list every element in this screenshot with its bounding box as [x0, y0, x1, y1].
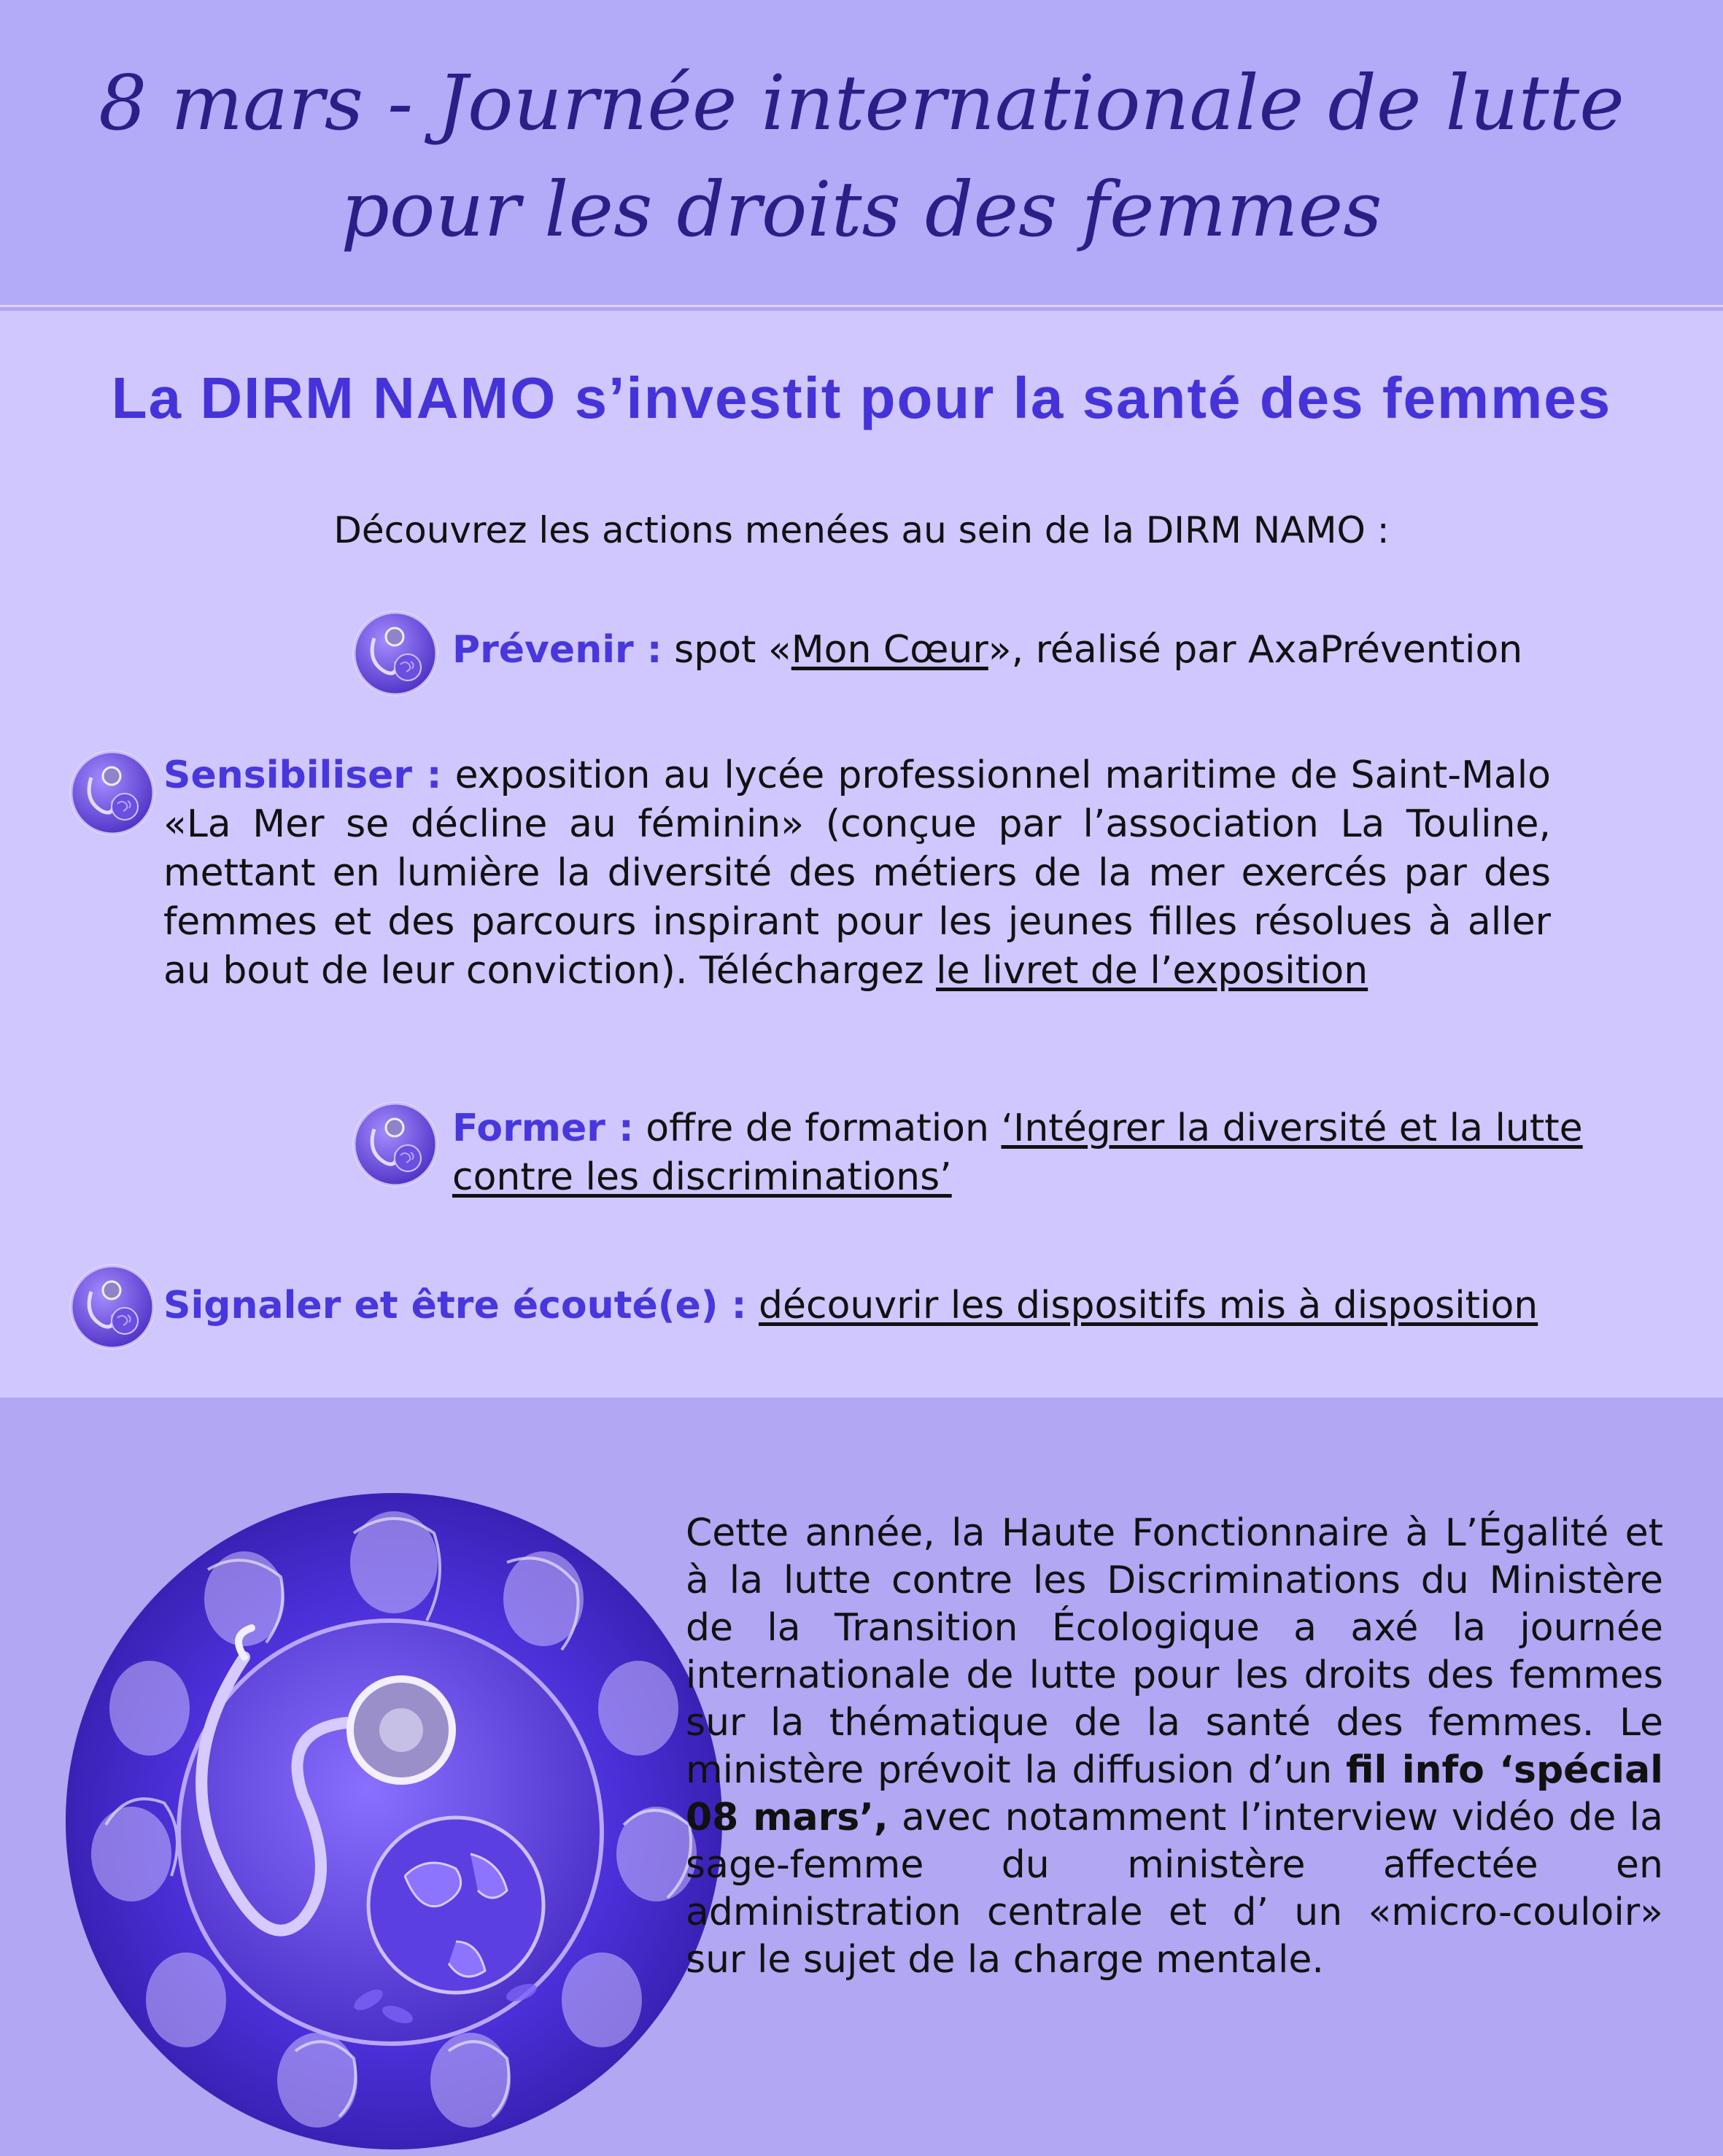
action-former: [452, 1104, 1678, 1202]
stethoscope-globe-women-circle-icon: [62, 1489, 726, 2153]
exhibition-booklet-link[interactable]: le livret de l’exposition: [936, 949, 1368, 993]
page-title-line-2: pour les droits des femmes: [341, 165, 1382, 254]
article-bold-highlight: fil info ‘spécial 08 mars’,: [686, 1748, 1663, 1839]
stethoscope-badge-icon: [69, 1264, 155, 1350]
action-prevenir: [452, 626, 1649, 675]
section-subtitle: La DIRM NAMO s’investit pour la santé des femmes: [111, 365, 1612, 430]
reporting-devices-link[interactable]: découvrir les dispositifs mis à disposition: [759, 1284, 1538, 1327]
article-text-before: Cette année, la Haute Fonctionnaire à L’Égalité et à la lutte contre les Discriminations du Ministère de la Transition Écologique a axé la journée internationale de lutte pour les droits des femmes sur la thématique de la santé des femmes. Le ministère prévoit la diffusion d’un: [686, 1511, 1663, 1792]
training-offer-link[interactable]: ‘Intégrer la diversité et la lutte contre les discriminations’: [452, 1106, 1583, 1199]
stethoscope-badge-icon: [352, 610, 438, 697]
action-prevenir-text-before: spot «: [662, 628, 791, 672]
action-sensibiliser: [163, 751, 1551, 996]
article-text-after: avec notamment l’interview vidéo de la sage-femme du ministère affectée en administration centrale et d’ un «micro-couloir» sur le sujet de la charge mentale.: [686, 1796, 1663, 1982]
action-prevenir-text-after: », réalisé par AxaPrévention: [988, 628, 1523, 672]
action-former-label: Former :: [452, 1106, 634, 1150]
page-title-line-1: 8 mars - Journée internationale de lutte: [98, 58, 1625, 147]
stethoscope-badge-icon: [69, 750, 155, 836]
action-sensibiliser-text: exposition au lycée professionnel maritime de Saint-Malo «La Mer se décline au féminin» (conçue par l’association La Touline, mettant en lumière la diversité des métiers de la mer exercés par des femmes et des parcours inspirant pour les jeunes filles résolues à aller au bout de leur conviction). Téléchargez: [163, 753, 1551, 993]
action-signaler: [163, 1281, 1622, 1330]
article-text: [686, 1510, 1663, 1984]
page-title: [0, 50, 1723, 263]
section-intro: Découvrez les actions menées au sein de la DIRM NAMO :: [333, 509, 1390, 551]
stethoscope-badge-icon: [352, 1101, 438, 1187]
action-sensibiliser-label: Sensibiliser :: [163, 753, 442, 797]
action-prevenir-label: Prévenir :: [452, 628, 662, 672]
mon-coeur-link[interactable]: Mon Cœur: [791, 628, 988, 672]
action-former-text: offre de formation: [633, 1106, 1002, 1150]
action-signaler-label: Signaler et être écouté(e) :: [163, 1284, 747, 1327]
